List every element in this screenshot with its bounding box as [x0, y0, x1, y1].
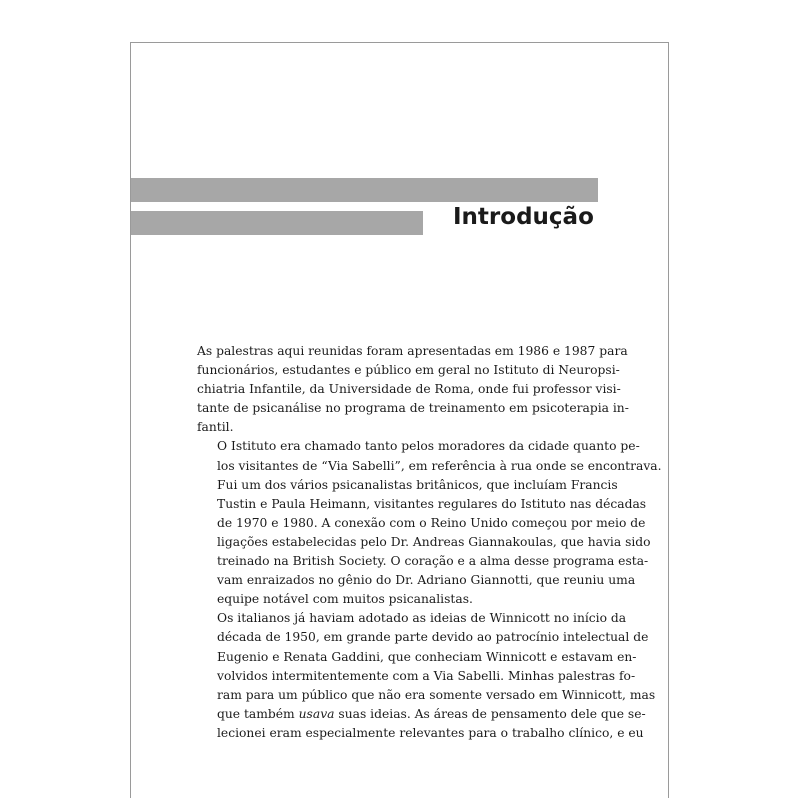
text-line: Fui um dos vários psicanalistas britânicos, que incluíam Francis — [217, 477, 618, 492]
text-line: Os italianos já haviam adotado as ideias de Winnicott no início da — [217, 611, 627, 626]
text-line: ram para um público que não era somente versado em Winnicott, mas — [217, 687, 656, 702]
paragraph-2 — [197, 437, 662, 609]
chapter-title: Introdução — [453, 204, 594, 230]
text-line: equipe notável com muitos psicanalistas. — [217, 592, 473, 607]
text-line: vam enraizados no gênio do Dr. Adriano Giannotti, que reuniu uma — [217, 573, 636, 588]
text-line: que também usava suas ideias. As áreas de pensamento dele que se- — [217, 706, 646, 721]
text-line: volvidos intermitentemente com a Via Sabelli. Minhas palestras fo- — [217, 668, 636, 683]
text-line: tante de psicanálise no programa de treinamento em psicoterapia in- — [197, 401, 629, 416]
text-line: O Istituto era chamado tanto pelos moradores da cidade quanto pe- — [217, 439, 640, 454]
text-line: As palestras aqui reunidas foram apresentadas em 1986 e 1987 para — [197, 344, 628, 358]
text-line: Tustin e Paula Heimann, visitantes regulares do Istituto nas décadas — [217, 496, 647, 511]
book-page — [130, 42, 669, 798]
text-line: de 1970 e 1980. A conexão com o Reino Unido começou por meio de — [217, 515, 646, 530]
text-line: funcionários, estudantes e público em geral no Istituto di Neuropsi- — [197, 363, 620, 378]
text-line: ligações estabelecidas pelo Dr. Andreas Giannakoulas, que havia sido — [217, 534, 651, 549]
text-line: Eugenio e Renata Gaddini, que conheciam Winnicott e estavam en- — [217, 649, 637, 664]
text-line: chiatria Infantile, da Universidade de Roma, onde fui professor visi- — [197, 382, 621, 397]
paragraph-1 — [197, 342, 629, 437]
paragraph-3 — [197, 609, 656, 743]
text-line: fantil. — [197, 420, 234, 435]
text-line: lecionei eram especialmente relevantes para o trabalho clínico, e eu — [217, 725, 644, 740]
body-text — [197, 342, 662, 743]
decorative-bar-top — [131, 178, 598, 202]
text-line: treinado na British Society. O coração e a alma desse programa esta- — [217, 554, 649, 569]
decorative-bar-bottom — [131, 211, 423, 235]
text-line: los visitantes de “Via Sabelli”, em referência à rua onde se encontrava. — [217, 458, 662, 473]
text-line: década de 1950, em grande parte devido ao patrocínio intelectual de — [217, 630, 649, 645]
